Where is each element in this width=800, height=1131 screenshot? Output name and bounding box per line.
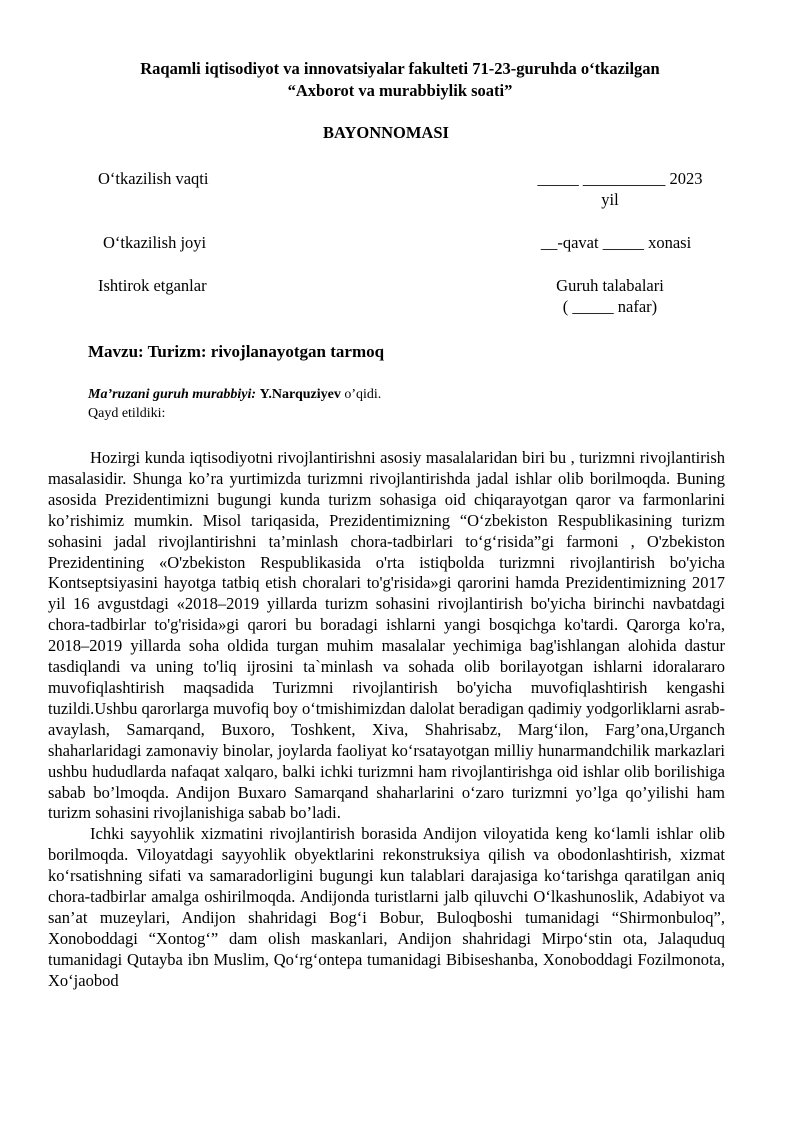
place-label: O‘tkazilish joyi: [103, 233, 207, 252]
topic-heading: Mavzu: Turizm: rivojlanayotgan tarmoq: [88, 342, 385, 361]
participants-value: [505, 275, 715, 317]
place-value-text: __-qavat _____ xonasi: [540, 233, 692, 252]
title-line-1: Raqamli iqtisodiyot va innovatsiyalar fakulteti 71-23-guruhda o‘tkazilgan: [140, 59, 660, 78]
paragraph-2: Ichki sayyohlik xizmatini rivojlantirish borasida Andijon viloyatida keng ko‘lamli ishlar olib borilmoqda. Viloyatdagi sayyohlik obyektlarini rekonstruksiya qilish va obodonlashtirish, xizmat ko‘rsatishning sifati va samaradorligini bugungi kun talablari darajasiga ko‘tarishga qaratilgan aniq chora-tadbirlar amalga oshirilmoqda. Andijonda turistlarni jalb qiluvchi O‘lkashunoslik, Adabiyot va san’at muzeylari, Andijon shahridagi Bog‘i Bobur, Buloqboshi tumanidagi “Shirmonbuloq”, Xonoboddagi “Xontog‘” dam olish maskanlari, Andijon shahridagi Mirpo‘stin ota, Jalaquduq tumanidagi Qutayba ibn Muslim, Qo‘rg‘ontepa tumanidagi Bibiseshanba, Xonoboddagi Fozilmonota, Xo‘jaobod: [48, 824, 725, 990]
document-title: [40, 58, 760, 102]
paragraph-1: Hozirgi kunda iqtisodiyotni rivojlantirishni asosiy masalalaridan biri bu , turizmni rivojlantirish masalasidir. Shunga ko’ra yurtimizda turizmni rivojlantirishda jadal ishlar olib borilmoqda. Buning asosida Prezidentimizni bugungi kunda turizm sohasiga oid chiqarayotgan qaror va farmonlarini ko’rishimiz mumkin. Misol tariqasida, Prezidentimizning “O‘zbekiston Respublikasining turizm sohasini jadal rivojlantirishni ta’minlash chora-tadbirlari to‘g‘risida”gi farmoni , O'zbekiston Prezidentining «O'zbekiston Respublikasida o'rta istiqbolda turizmni rivojlantirish bo'yicha Kontseptsiyasini hayotga tatbiq etish choralari to'g'risida»gi qarorini hamda Prezidentimizning 2017 yil 16 avgustdagi «2018–2019 yillarda turizm sohasini rivojlantirish bo'yicha birinchi navbatdagi chora-tadbirlar to'g'risida»gi qarori bu boradagi ishlarni yangi bosqichga ko'tardi. Qarorga ko'ra, 2018–2019 yillarda soha oldida turgan muhim masalalar yechimiga bag'ishlangan alohida dastur tasdiqlandi va uning to'liq ijrosini ta`minlash va sohada olib borilayotgan ishlarni idoralararo muvofiqlashtirish maqsadida Turizmni rivojlantirish bo'yicha muvofiqlashtirish kengashi tuzildi.Ushbu qarorlarga muvofiq boy o‘tmishimizdan dalolat beradigan qadimiy yodgorliklarni asrab-avaylash, Samarqand, Buxoro, Toshkent, Xiva, Shahrisabz, Marg‘ilon, Farg’ona,Urganch shaharlaridagi zamonaviy binolar, joylarda faoliyat ko‘rsatayotgan milliy hunarmandchilik markazlari ushbu hududlarda nafaqat xalqaro, balki ichki turizmni ham rivojlantirishga oid ishlar olib borilishiga sabab bo’lmoqda. Andijon Buxaro Samarqand shaharlarini o‘zaro turizmni yo’lga qo’yilishi ham turizm sohasini rivojlanishiga sabab bo’ladi.: [48, 448, 725, 823]
time-value: [505, 168, 715, 210]
time-value-line-2: yil: [601, 190, 619, 209]
speaker-line: [88, 385, 381, 404]
participants-label: Ishtirok etganlar: [98, 276, 207, 295]
speaker-suffix: o’qidi.: [344, 387, 382, 402]
participants-value-line-2: ( _____ nafar): [562, 297, 658, 316]
speaker-name: Y.Narquziyev: [259, 387, 341, 402]
title-line-2: “Axborot va murabbiylik soati”: [287, 81, 513, 100]
time-label: O‘tkazilish vaqti: [98, 169, 209, 188]
speaker-label: Ma’ruzani guruh murabbiyi:: [88, 387, 257, 402]
speaker-block: [88, 385, 381, 423]
time-value-line-1: _____ __________ 2023: [537, 169, 703, 188]
place-value: [505, 232, 715, 253]
participants-value-line-1: Guruh talabalari: [556, 276, 664, 295]
body-text: [48, 448, 725, 992]
noted-line: Qayd etildiki:: [88, 406, 166, 421]
document-heading: BAYONNOMASI: [323, 123, 449, 142]
